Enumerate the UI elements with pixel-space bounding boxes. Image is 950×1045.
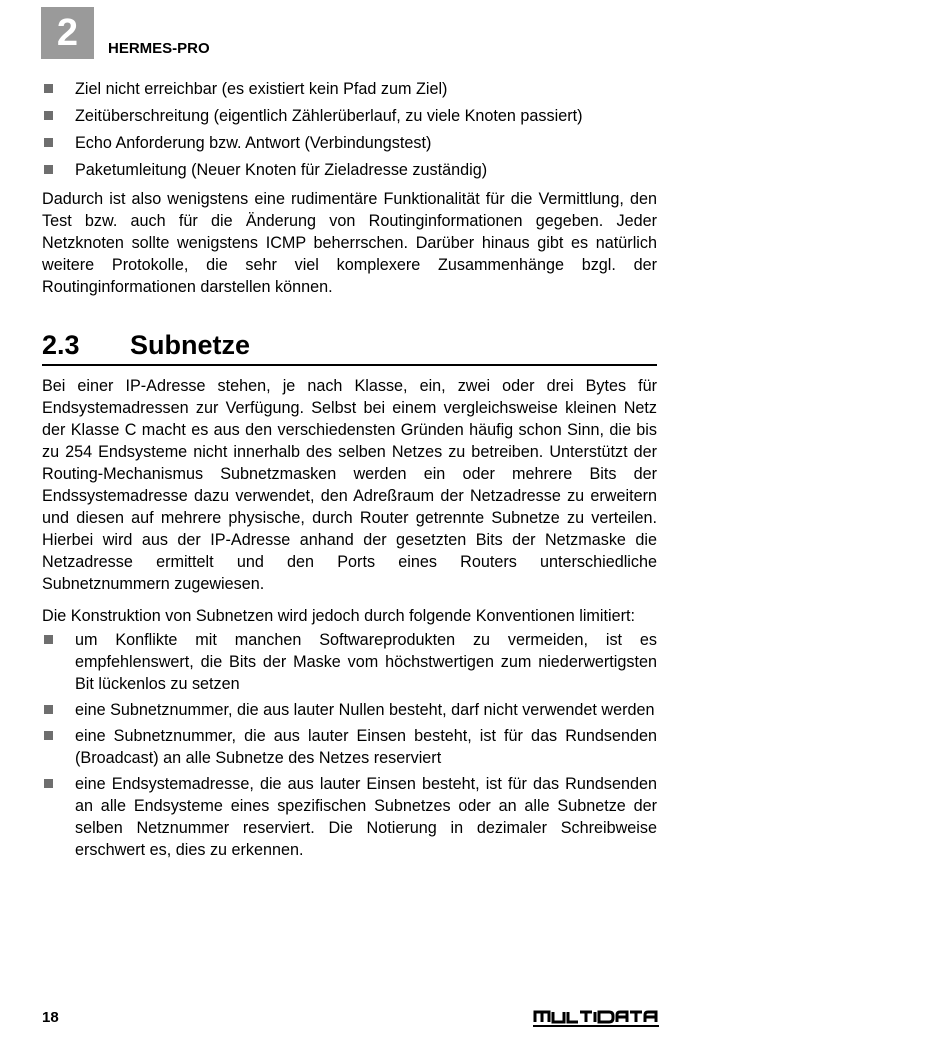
square-bullet-icon bbox=[44, 165, 53, 174]
chapter-number-box: 2 bbox=[41, 7, 94, 59]
multidata-logo-icon bbox=[533, 1009, 659, 1027]
list-item-text: eine Subnetznummer, die aus lauter Einsen besteht, ist für das Rundsenden (Broadcast) an alle Subnetze des Netzes reserviert bbox=[75, 727, 657, 767]
paragraph: Dadurch ist also wenigstens eine rudimentäre Funktionalität für die Vermittlung, den Test bzw. auch für die Änderung von Routinginformationen gegeben. Jeder Netzknoten sollte wenigstens ICMP beherrschen. Darüber hinaus gibt es natürlich weitere Protokolle, die sehr viel komplexere Zusammenhänge bzgl. der Routinginformationen darstellen können. bbox=[42, 190, 657, 296]
paragraph: Bei einer IP-Adresse stehen, je nach Klasse, ein, zwei oder drei Bytes für Endsystemadressen zur Verfügung. Selbst bei einem vergleichsweise kleinen Netz der Klasse C macht es aus den verschiedensten Gründen häufig schon Sinn, die bis zu 254 Endsysteme nicht innerhalb des selben Netzes zu betreiben. Unterstützt der Routing-Mechanismus Subnetzmasken werden ein oder mehrere Bits der Endssystemadresse dazu verwendet, den Adreßraum der Netzadresse zu erweitern und diesen auf mehrere physische, durch Router getrennte Subnetze zu verteilen. Hierbei wird aus der IP-Adresse anhand der gesetzten Bits der Netzmaske die Netzadresse ermittelt und den Ports eines Routers unterschiedliche Subnetznummern zugewiesen. bbox=[42, 377, 657, 593]
section-heading bbox=[42, 328, 657, 366]
list-item-text: Echo Anforderung bzw. Antwort (Verbindungstest) bbox=[75, 134, 432, 152]
top-bullet-list bbox=[42, 78, 657, 181]
list-item bbox=[42, 773, 657, 861]
page-content bbox=[42, 78, 657, 865]
list-item-text: eine Endsystemadresse, die aus lauter Einsen besteht, ist für das Rundsenden an alle Endsysteme eines spezifischen Subnetzes oder an alle Subnetze der selben Netznummer reserviert. Die Notierung in dezimaler Schreibweise erschwert es, dies zu erkennen. bbox=[75, 775, 657, 859]
list-item bbox=[42, 725, 657, 769]
section-number: 2.3 bbox=[42, 330, 80, 360]
list-item bbox=[42, 78, 657, 100]
list-item-text: Ziel nicht erreichbar (es existiert kein Pfad zum Ziel) bbox=[75, 80, 448, 98]
list-item-text: um Konflikte mit manchen Softwareprodukten zu vermeiden, ist es empfehlenswert, die Bits der Maske vom höchstwertigen zum niederwertigsten Bit lückenlos zu setzen bbox=[75, 631, 657, 693]
list-item bbox=[42, 629, 657, 695]
square-bullet-icon bbox=[44, 779, 53, 788]
list-item-text: Zeitüberschreitung (eigentlich Zählerüberlauf, zu viele Knoten passiert) bbox=[75, 107, 583, 125]
square-bullet-icon bbox=[44, 84, 53, 93]
multidata-logo bbox=[533, 1009, 659, 1027]
list-item-text: Paketumleitung (Neuer Knoten für Zieladresse zuständig) bbox=[75, 161, 488, 179]
square-bullet-icon bbox=[44, 635, 53, 644]
list-item bbox=[42, 159, 657, 181]
logo-text bbox=[533, 1027, 534, 1028]
square-bullet-icon bbox=[44, 138, 53, 147]
list-item bbox=[42, 699, 657, 721]
section-title: Subnetze bbox=[130, 330, 251, 360]
list-item bbox=[42, 105, 657, 127]
bottom-bullet-list bbox=[42, 629, 657, 861]
list-item bbox=[42, 132, 657, 154]
list-item-text: eine Subnetznummer, die aus lauter Nullen besteht, darf nicht verwendet werden bbox=[75, 701, 655, 719]
square-bullet-icon bbox=[44, 731, 53, 740]
square-bullet-icon bbox=[44, 705, 53, 714]
running-title: HERMES-PRO bbox=[108, 40, 210, 57]
page-number: 18 bbox=[42, 1009, 59, 1026]
paragraph: Die Konstruktion von Subnetzen wird jedoch durch folgende Konventionen limitiert: bbox=[42, 607, 635, 625]
square-bullet-icon bbox=[44, 111, 53, 120]
